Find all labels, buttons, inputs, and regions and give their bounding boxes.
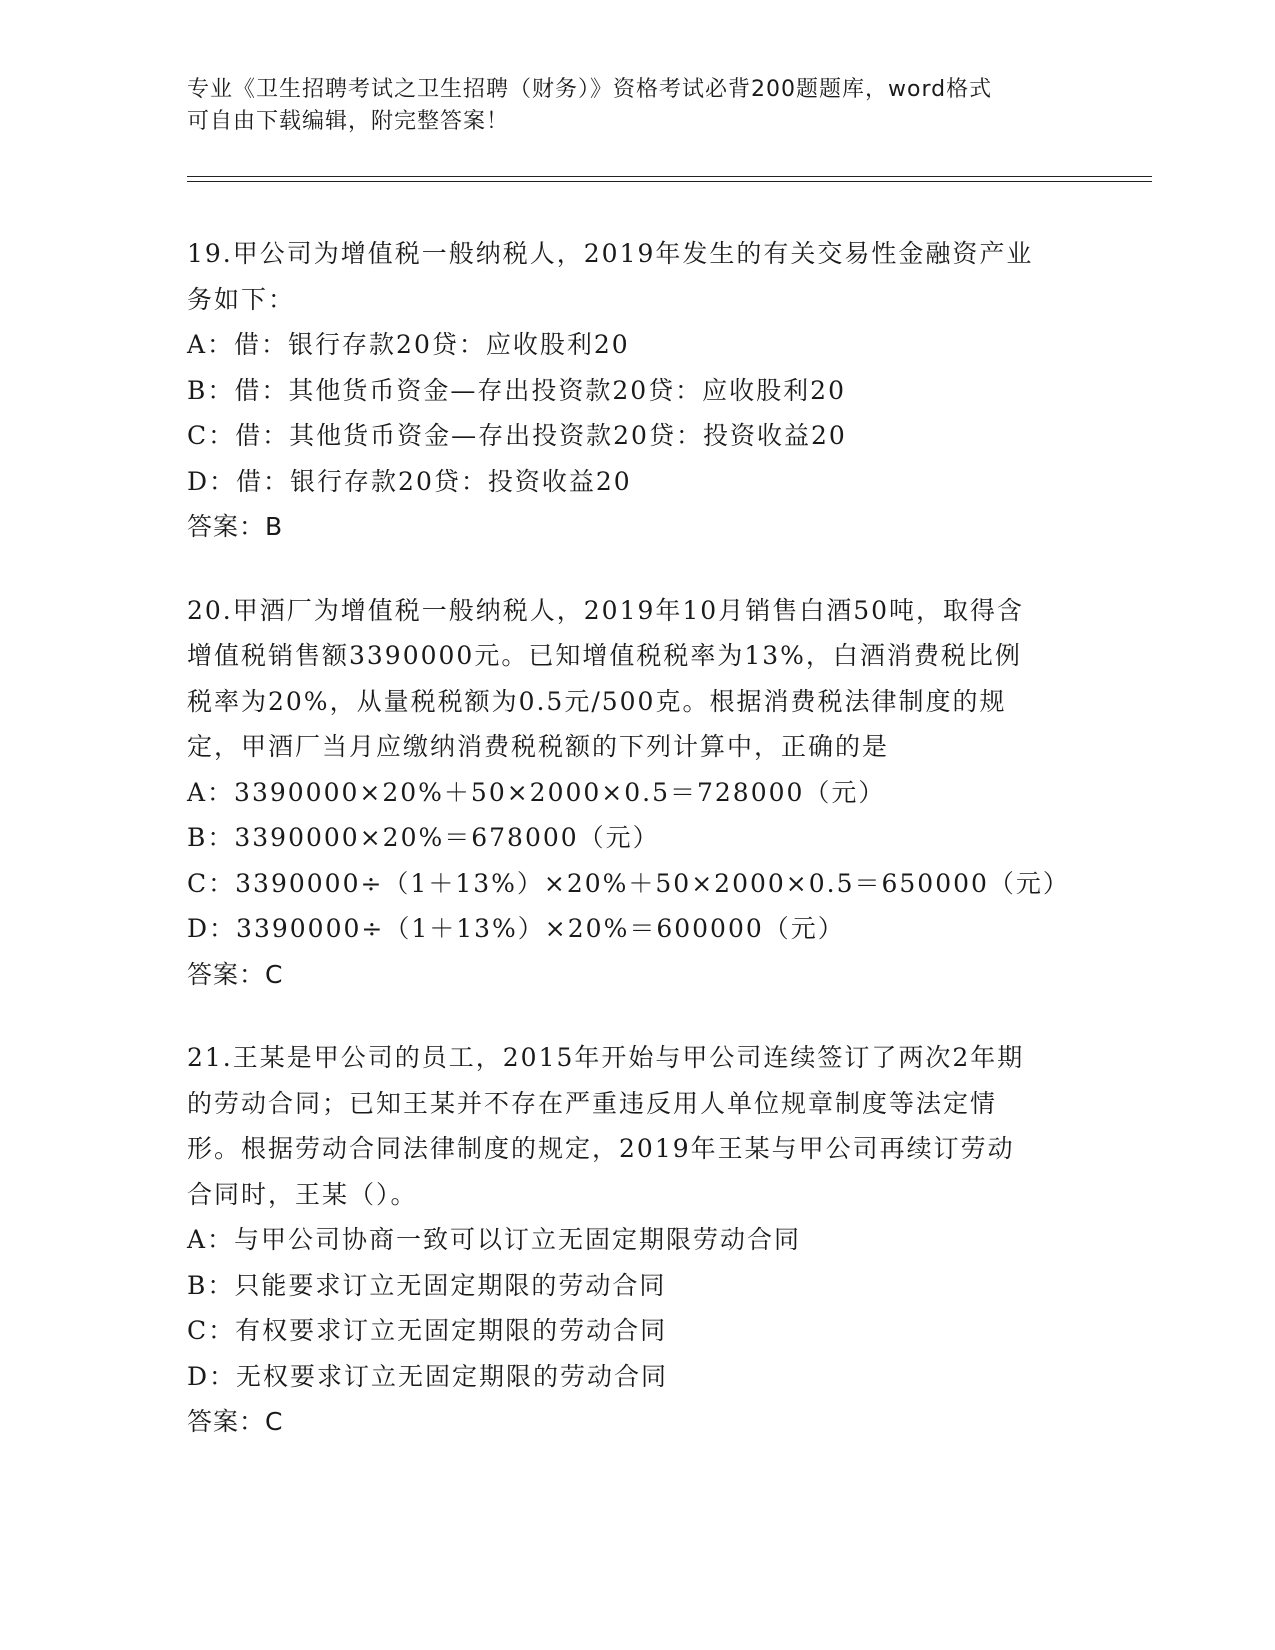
question-text-line: 合同时，王某（）。 xyxy=(187,1179,418,1209)
option-c: C：有权要求订立无固定期限的劳动合同 xyxy=(187,1316,668,1345)
option-c: C：3390000÷（1＋13%）×20%＋50×2000×0.5＝650000（元） xyxy=(187,868,1070,898)
option-b: B：借：其他货币资金—存出投资款20贷：应收股利20 xyxy=(187,375,846,405)
question-text-line: 定，甲酒厂当月应缴纳消费税税额的下列计算中，正确的是 xyxy=(187,732,890,761)
question-list xyxy=(187,231,1087,1483)
option-a: A：3390000×20%＋50×2000×0.5＝728000（元） xyxy=(187,777,886,807)
question-text-line: 21.王某是甲公司的员工，2015年开始与甲公司连续签订了两次2年期 xyxy=(187,1043,1025,1072)
header-line-2: 可自由下载编辑，附完整答案！ xyxy=(187,109,510,134)
option-d: D：3390000÷（1＋13%）×20%＝600000（元） xyxy=(187,914,845,943)
question-text-line: 的劳动合同；已知王某并不存在严重违反用人单位规章制度等法定情 xyxy=(187,1088,998,1118)
question-text-line: 税率为20%，从量税税额为0.5元/500克。根据消费税法律制度的规 xyxy=(187,686,1007,716)
answer-label: 答案：B xyxy=(187,512,284,541)
question-text-line: 19.甲公司为增值税一般纳税人，2019年发生的有关交易性金融资产业 xyxy=(187,239,1034,268)
question-20 xyxy=(187,588,1087,998)
option-d: D：借：银行存款20贷：投资收益20 xyxy=(187,466,632,496)
header-line-1: 专业《卫生招聘考试之卫生招聘（财务）》资格考试必背200题题库，word格式 xyxy=(187,77,993,102)
option-b: B：3390000×20%＝678000（元） xyxy=(187,823,660,852)
option-d: D：无权要求订立无固定期限的劳动合同 xyxy=(187,1361,669,1391)
answer-label: 答案：C xyxy=(187,1407,284,1436)
question-21 xyxy=(187,1035,1087,1445)
answer-label: 答案：C xyxy=(187,959,284,989)
question-19 xyxy=(187,231,1087,550)
header-divider-bottom xyxy=(187,181,1152,182)
option-b: B：只能要求订立无固定期限的劳动合同 xyxy=(187,1270,667,1300)
option-a: A：与甲公司协商一致可以订立无固定期限劳动合同 xyxy=(187,1225,802,1254)
question-text-line: 增值税销售额3390000元。已知增值税税率为13%，白酒消费税比例 xyxy=(187,641,1022,670)
document-header xyxy=(187,74,1067,138)
option-a: A：借：银行存款20贷：应收股利20 xyxy=(187,330,630,359)
question-text-line: 20.甲酒厂为增值税一般纳税人，2019年10月销售白酒50吨，取得含 xyxy=(187,595,1025,625)
header-divider-top xyxy=(187,176,1152,177)
question-text-line: 形。根据劳动合同法律制度的规定，2019年王某与甲公司再续订劳动 xyxy=(187,1134,1015,1163)
option-c: C：借：其他货币资金—存出投资款20贷：投资收益20 xyxy=(187,421,847,450)
question-text-line: 务如下： xyxy=(187,284,296,314)
